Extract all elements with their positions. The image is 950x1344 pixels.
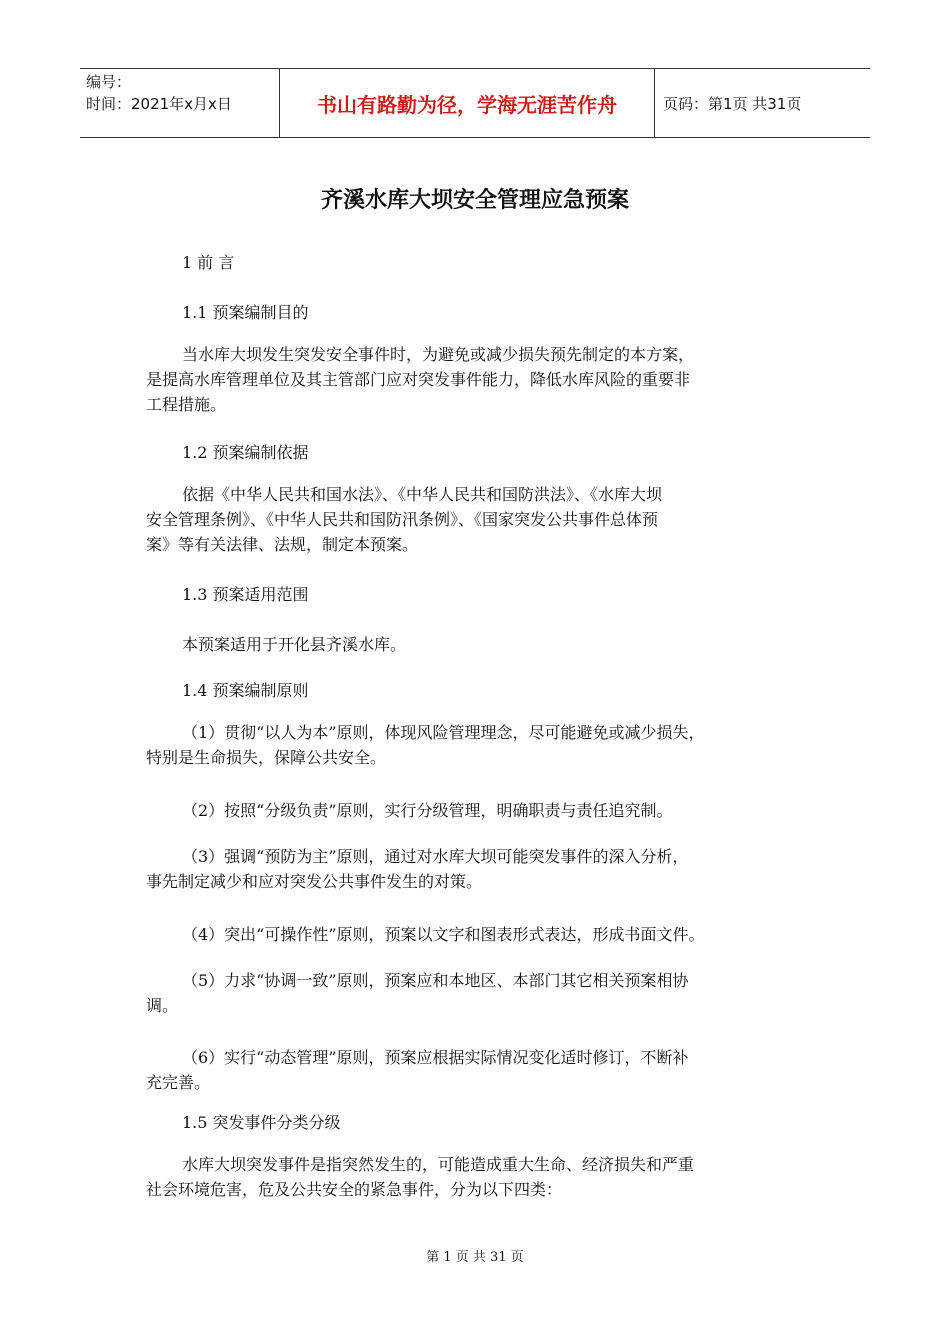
paragraph-line: 本预案适用于开化县齐溪水库。 xyxy=(182,635,407,654)
paragraph-line: （4）突出“可操作性”原则，预案以文字和图表形式表达，形成书面文件。 xyxy=(182,925,705,944)
paragraph xyxy=(146,632,818,657)
paragraph xyxy=(146,342,818,417)
paragraph xyxy=(146,720,818,770)
paragraph-line: （2）按照“分级负责”原则，实行分级管理，明确职责与责任追究制。 xyxy=(182,801,673,820)
header-motto: 书山有路勤为径，学海无涯苦作舟 xyxy=(280,69,655,137)
paragraph-line: 1.1 预案编制目的 xyxy=(182,303,309,322)
paragraph-line: 1.3 预案适用范围 xyxy=(182,585,309,604)
paragraph-line: 事先制定减少和应对突发公共事件发生的对策。 xyxy=(146,872,483,891)
paragraph-line: （3）强调“预防为主”原则，通过对水库大坝可能突发事件的深入分析， xyxy=(182,847,689,866)
paragraph xyxy=(146,968,818,1018)
paragraph xyxy=(146,798,818,823)
paragraph xyxy=(146,922,818,947)
paragraph-line: （6）实行“动态管理”原则，预案应根据实际情况变化适时修订，不断补 xyxy=(182,1048,689,1067)
paragraph-line: 1.5 突发事件分类分级 xyxy=(182,1113,341,1132)
page-header xyxy=(80,68,870,138)
paragraph xyxy=(146,440,818,465)
header-page-info: 页码：第1页 共31页 xyxy=(663,94,802,113)
paragraph-line: 社会环境危害，危及公共安全的紧急事件，分为以下四类： xyxy=(146,1180,563,1199)
paragraph-line: 当水库大坝发生突发安全事件时，为避免或减少损失预先制定的本方案， xyxy=(182,345,695,364)
paragraph xyxy=(146,1152,818,1202)
paragraph-line: 是提高水库管理单位及其主管部门应对突发事件能力，降低水库风险的重要非 xyxy=(146,370,691,389)
document-title: 齐溪水库大坝安全管理应急预案 xyxy=(320,188,629,213)
paragraph xyxy=(146,300,818,325)
paragraph-line: 特别是生命损失，保障公共安全。 xyxy=(146,748,387,767)
paragraph-line: 1 前 言 xyxy=(182,253,235,272)
paragraph-line: 依据《中华人民共和国水法》、《中华人民共和国防洪法》、《水库大坝 xyxy=(182,485,663,504)
paragraph xyxy=(146,482,818,557)
paragraph-line: 安全管理条例》、《中华人民共和国防汛条例》、《国家突发公共事件总体预 xyxy=(146,510,659,529)
paragraph xyxy=(146,1045,818,1095)
paragraph-line: 调。 xyxy=(146,996,179,1015)
page-footer: 第 1 页 共 31 页 xyxy=(426,1250,524,1265)
header-meta xyxy=(80,69,280,137)
paragraph-line: 工程措施。 xyxy=(146,395,227,414)
paragraph-line: （5）力求“协调一致”原则，预案应和本地区、本部门其它相关预案相协 xyxy=(182,971,689,990)
paragraph xyxy=(146,678,818,703)
paragraph-line: （1）贯彻“以人为本”原则，体现风险管理理念，尽可能避免或减少损失， xyxy=(182,723,705,742)
paragraph xyxy=(146,582,818,607)
paragraph-line: 1.4 预案编制原则 xyxy=(182,681,309,700)
paragraph-line: 案》等有关法律、法规，制定本预案。 xyxy=(146,535,419,554)
paragraph xyxy=(146,1110,818,1135)
paragraph-line: 水库大坝突发事件是指突然发生的，可能造成重大生命、经济损失和严重 xyxy=(182,1155,695,1174)
paragraph-line: 1.2 预案编制依据 xyxy=(182,443,309,462)
document-time-label: 时间：2021年x月x日 xyxy=(86,95,232,113)
paragraph-line: 充完善。 xyxy=(146,1073,211,1092)
paragraph xyxy=(146,250,818,275)
document-number-label: 编号： xyxy=(86,73,132,91)
paragraph xyxy=(146,844,818,894)
